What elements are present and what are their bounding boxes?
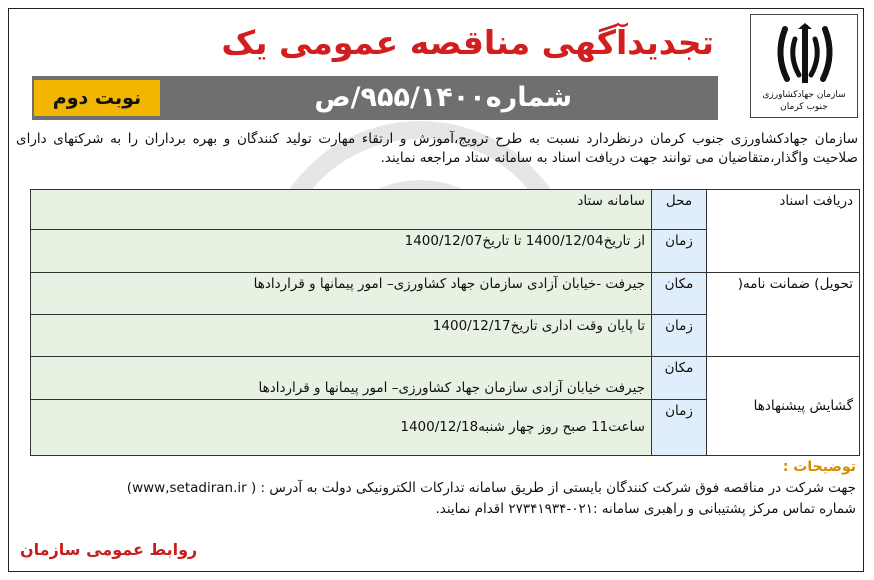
row-label: زمان [652, 399, 707, 455]
logo-caption [751, 89, 857, 113]
notes-line1: جهت شرکت در مناقصه فوق شرکت کنندگان بایستی از طریق سامانه تدارکات الکترونیکی دولت به آدرس : ( www,setadiran.ir) [126, 480, 856, 496]
table-row [31, 190, 860, 230]
table-row [31, 272, 860, 314]
public-relations-signature: روابط عمومی سازمان [20, 540, 198, 559]
row-head-guarantee: تحویل) ضمانت نامه( [707, 272, 860, 357]
notes-body [20, 478, 856, 520]
row-value: از تاریخ1400/12/04 تا تاریخ1400/12/07 [31, 230, 652, 272]
organization-logo [750, 14, 858, 118]
row-label: محل [652, 190, 707, 230]
row-value: تا پایان وقت اداری تاریخ1400/12/17 [31, 314, 652, 356]
row-label: مکان [652, 272, 707, 314]
notes-title: توضیحات : [782, 459, 856, 475]
notice-title: تجدیدآگهی مناقصه عمومی یک [221, 23, 714, 62]
row-value: جیرفت -خیابان آزادی سازمان جهاد کشاورزی– امور پیمانها و قراردادها [31, 272, 652, 314]
row-value: سامانه ستاد [31, 190, 652, 230]
notice-number: شماره۹۵۵/۱۴۰۰/ص [314, 82, 572, 113]
row-head-documents: دریافت اسناد [707, 190, 860, 273]
logo-org-line1: سازمان جهادکشاورزی [762, 90, 846, 100]
tender-info-table [30, 189, 860, 456]
notes-line2: شماره تماس مرکز پشتیبانی و راهبری سامانه :۰۲۱-۲۷۳۴۱۹۳۴ اقدام نمایند. [435, 501, 856, 517]
row-value: جیرفت خیابان آزادی سازمان جهاد کشاورزی– امور پیمانها و قراردادها [31, 357, 652, 399]
round-badge: نوبت دوم [34, 80, 160, 116]
row-label: زمان [652, 314, 707, 356]
logo-org-line2: جنوب کرمان [780, 102, 828, 112]
iran-emblem-icon [771, 21, 839, 89]
notice-number-bar [32, 76, 718, 120]
intro-paragraph: سازمان جهادکشاورزی جنوب کرمان درنظردارد نسبت به طرح ترویج،آموزش و ارتقاء مهارت تولید کنندگان و بهره برداران را به شرکتهای دارای صلاحیت واگذار،متقاضیان می توانند جهت دریافت اسناد به سامانه ستاد مراجعه نمایند. [16, 131, 858, 166]
table-row [31, 357, 860, 399]
row-value: ساعت11 صبح روز چهار شنبه1400/12/18 [31, 399, 652, 455]
row-head-opening: گشایش پیشنهادها [707, 357, 860, 456]
row-label: زمان [652, 230, 707, 272]
row-label: مکان [652, 357, 707, 399]
